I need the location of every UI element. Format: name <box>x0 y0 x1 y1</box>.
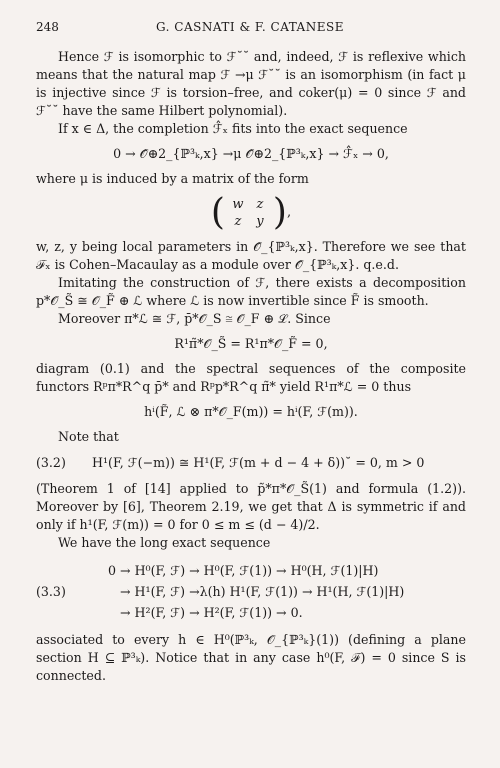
matrix-entry: w <box>232 197 244 212</box>
matrix-entry: z <box>234 214 242 229</box>
equation-body <box>108 560 404 623</box>
matrix-entry: z <box>256 197 264 212</box>
paragraph: diagram (0.1) and the spectral sequences of the composite functors Rᵖπ*R^q p̄* and Rᵖp*R^q π̃* yield R¹π*ℒ = 0 thus <box>36 361 466 394</box>
paragraph: w, z, y being local parameters in 𝒪̂_{ℙ³ₖ,x}. Therefore we see that ℱₓ is Cohen–Macaulay as a module over 𝒪̂_{ℙ³ₖ,x}. q.e.d. <box>36 239 466 272</box>
paragraph: where μ is induced by a matrix of the form <box>36 171 309 186</box>
equation-line: 0 → H⁰(F, ℱ) → H⁰(F, ℱ(1)) → H⁰(H, ℱ(1)|H) <box>108 563 379 578</box>
matrix-display <box>36 192 466 233</box>
right-paren: ) <box>272 192 287 233</box>
numbered-equation <box>36 560 466 623</box>
paragraph: We have the long exact sequence <box>58 535 271 550</box>
paragraph: If x ∈ Δ, the completion ℱ̂ₓ fits into the exact sequence <box>58 121 408 136</box>
matrix-suffix: , <box>286 205 292 220</box>
matrix-entry: y <box>256 214 264 229</box>
paragraph: Hence ℱ is isomorphic to ℱ˘˘ and, indeed, ℱ is reflexive which means that the natural map ℱ →μ ℱ˘˘ is an isomorphism (in fact μ is injective since ℱ is torsion–free, and coker(μ) = 0 since ℱ and ℱ˘˘ have the same Hilbert polynomial). <box>36 49 466 118</box>
paragraph: associated to every h ∈ H⁰(ℙ³ₖ, 𝒪_{ℙ³ₖ}(1)) (defining a plane section H ⊆ ℙ³ₖ). Notice that in any case h⁰(F, ℱ) = 0 since S is connected. <box>36 632 466 683</box>
paragraph: Moreover π*ℒ ≅ ℱ, p̄*𝒪_S ≅ 𝒪_F ⊕ ℒ. Since <box>58 311 331 326</box>
left-paren: ( <box>210 192 225 233</box>
running-header <box>36 20 464 36</box>
equation-line: → H²(F, ℱ) → H²(F, ℱ(1)) → 0. <box>120 605 303 620</box>
numbered-equation <box>36 454 466 472</box>
display-equation: R¹π̃*𝒪_S̃ = R¹π*𝒪_F̃ = 0, <box>174 336 328 351</box>
paragraph: Imitating the construction of ℱ, there exists a decomposition p*𝒪_S̃ ≅ 𝒪_F̃ ⊕ ℒ where ℒ is now invertible since F̃ is smooth. <box>36 275 466 308</box>
equation-body: H¹(F, ℱ(−m)) ≅ H¹(F, ℱ(m + d − 4 + δ))˘ = 0, m > 0 <box>92 455 425 470</box>
equation-line: → H¹(F, ℱ) →λ(h) H¹(F, ℱ(1)) → H¹(H, ℱ(1)|H) <box>120 584 405 599</box>
equation-number: (3.2) <box>36 455 66 470</box>
page-number: 248 <box>36 20 59 34</box>
display-equation: hⁱ(F̃, ℒ ⊗ π*𝒪_F(m)) = hⁱ(F, ℱ(m)). <box>144 404 358 419</box>
display-equation: 0 → 𝒪̂⊕2_{ℙ³ₖ,x} →μ 𝒪̂⊕2_{ℙ³ₖ,x} → ℱ̂ₓ → 0, <box>113 146 389 161</box>
equation-number: (3.3) <box>36 583 66 599</box>
paragraph: (Theorem 1 of [14] applied to p̃*π*𝒪_S̃(1) and formula (1.2)). Moreover by [6], Theorem 2.19, we get that Δ is symmetric if and only if h¹(F, ℱ(m)) = 0 for 0 ≤ m ≤ (d − 4)/2. <box>36 481 466 532</box>
running-head-authors: G. CASNATI & F. CATANESE <box>156 20 344 34</box>
body-text <box>36 48 466 685</box>
paragraph: Note that <box>58 429 119 444</box>
